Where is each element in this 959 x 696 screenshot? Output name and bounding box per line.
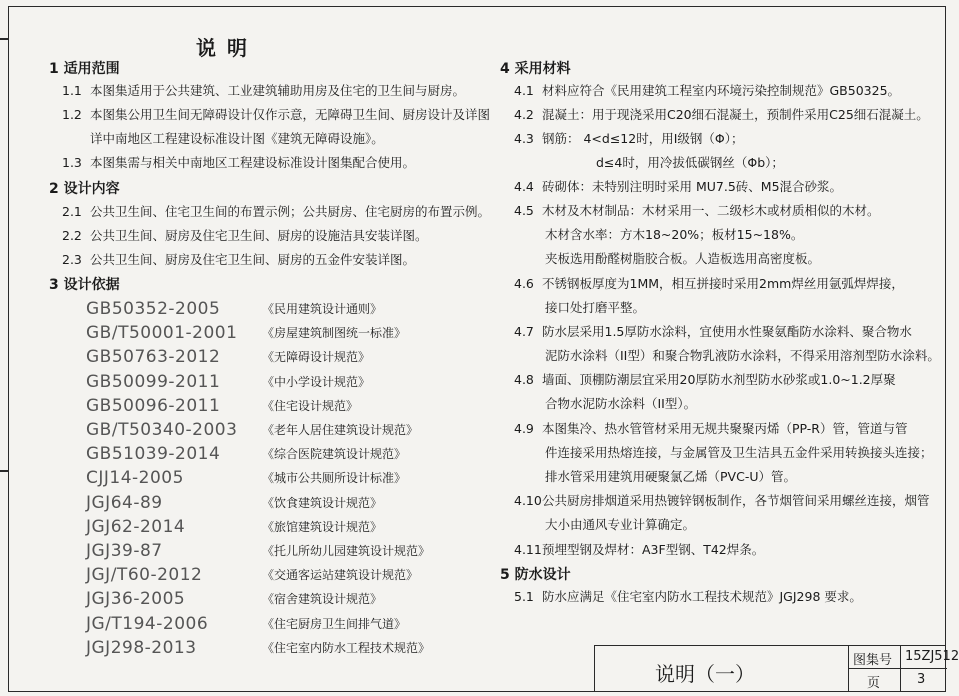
standard-code: JGJ39-87 <box>86 541 163 561</box>
divider <box>848 646 849 692</box>
clause <box>514 202 880 220</box>
clause <box>545 347 940 365</box>
section-heading: 4 采用材料 <box>500 61 571 77</box>
clause <box>514 178 842 196</box>
standard-name: 《无障碍设计规范》 <box>262 350 371 365</box>
frame-tick <box>0 38 8 40</box>
clause <box>514 492 930 510</box>
standard-code: GB51039-2014 <box>86 444 221 465</box>
section-heading: 5 防水设计 <box>500 567 571 583</box>
standard-name: 《城市公共厕所设计标准》 <box>262 471 407 486</box>
clause <box>514 541 764 559</box>
clause-text: 钢筋： 4<d≤12时，用I级钢（Φ）； <box>542 131 744 146</box>
clause-number: 4.10 <box>514 493 542 508</box>
page-number: 3 <box>917 672 926 687</box>
standard-name: 《宿舍建筑设计规范》 <box>262 592 383 607</box>
clause <box>62 106 490 124</box>
standard-code: GB50763-2012 <box>86 347 221 368</box>
atlas-number: 15ZJ512 <box>905 649 959 664</box>
clause-text: 公共卫生间、厨房及住宅卫生间、厨房的五金件安装详图。 <box>90 252 416 267</box>
clause-number: 4.8 <box>514 372 534 387</box>
standard-code: JGJ64-89 <box>86 492 163 513</box>
standard-name: 《饮食建筑设计规范》 <box>262 495 383 510</box>
clause <box>514 420 908 438</box>
clause-text: 防水应满足《住宅室内防水工程技术规范》JGJ298 要求。 <box>542 589 862 604</box>
clause-text: 合物水泥防水涂料（II型）。 <box>545 396 697 411</box>
clause-number: 4.9 <box>514 421 534 436</box>
clause-text: 本图集需与相关中南地区工程建设标准设计图集配合使用。 <box>90 155 416 170</box>
clause-text: 防水层采用1.5厚防水涂料，宜使用水性聚氨酯防水涂料、聚合物水 <box>542 324 912 339</box>
clause-text: 本图集适用于公共建筑、工业建筑辅助用房及住宅的卫生间与厨房。 <box>90 83 466 98</box>
clause <box>545 395 696 413</box>
standard-code: GB50096-2011 <box>86 395 221 416</box>
standard-code: GB50099-2011 <box>86 371 221 392</box>
clause <box>514 106 929 124</box>
clause <box>62 203 490 221</box>
clause-text: 详中南地区工程建设标准设计图《建筑无障碍设施》。 <box>90 131 384 146</box>
clause-text: 本图集公用卫生间无障碍设计仅作示意，无障碍卫生间、厨房设计及详图 <box>90 107 491 122</box>
clause <box>545 516 695 534</box>
clause <box>62 251 415 269</box>
standard-name: 《民用建筑设计通则》 <box>262 302 383 316</box>
clause-number: 1.2 <box>62 107 82 122</box>
clause-text: 泥防水涂料（II型）和聚合物乳液防水涂料，不得采用溶剂型防水涂料。 <box>545 348 940 363</box>
clause <box>514 371 896 389</box>
standard-name: 《托儿所幼儿园建筑设计规范》 <box>262 544 431 558</box>
standard-name: 《综合医院建筑设计规范》 <box>262 447 407 462</box>
standard-code: JGJ36-2005 <box>86 589 186 610</box>
clause-text: 混凝土：用于现浇采用C20细石混凝土，预制件采用C25细石混凝土。 <box>542 107 929 122</box>
clause <box>596 154 784 172</box>
standard-name: 《中小学设计规范》 <box>262 374 371 389</box>
clause <box>62 227 428 245</box>
clause <box>545 468 796 486</box>
standard-code: GB50352-2005 <box>86 299 221 319</box>
title-block <box>594 645 959 692</box>
clause-text: 木材及木材制品：木材采用一、二级杉木或材质相似的木材。 <box>542 203 880 218</box>
clause-number: 4.4 <box>514 179 534 194</box>
clause-text: 接口处打磨平整。 <box>545 300 646 315</box>
clause <box>545 250 820 268</box>
standard-code: GB/T50340-2003 <box>86 420 238 440</box>
clause <box>545 226 803 244</box>
standard-code: GB/T50001-2001 <box>86 323 238 344</box>
page-title: 说 明 <box>196 36 249 60</box>
standard-code: JGJ62-2014 <box>86 516 186 537</box>
standard-name: 《住宅厨房卫生间排气道》 <box>262 616 407 631</box>
standard-name: 《老年人居住建筑设计规范》 <box>262 423 419 437</box>
frame-tick <box>0 470 8 472</box>
divider <box>848 668 947 669</box>
clause-number: 4.11 <box>514 542 542 557</box>
clause-text: 公共厨房排烟道采用热镀锌钢板制作，各节烟管间采用螺丝连接，烟管 <box>542 493 930 508</box>
clause <box>514 275 904 293</box>
clause <box>62 154 415 172</box>
clause-text: 夹板选用酚醛树脂胶合板。人造板选用高密度板。 <box>545 251 821 266</box>
clause-text: 公共卫生间、厨房及住宅卫生间、厨房的设施洁具安装详图。 <box>90 228 428 243</box>
clause-number: 1.1 <box>62 83 82 98</box>
clause-text: 本图集冷、热水管管材采用无规共聚聚丙烯（PP-R）管，管道与管 <box>542 421 908 436</box>
standard-code: CJJ14-2005 <box>86 468 184 489</box>
clause-text: 大小由通风专业计算确定。 <box>545 517 696 532</box>
clause-number: 2.3 <box>62 252 82 267</box>
standard-name: 《住宅室内防水工程技术规范》 <box>262 640 431 655</box>
standard-name: 《旅馆建筑设计规范》 <box>262 519 383 534</box>
section-heading: 3 设计依据 <box>49 277 120 293</box>
clause-number: 4.3 <box>514 131 534 146</box>
standard-code: JGJ/T60-2012 <box>86 565 203 586</box>
clause <box>545 299 645 317</box>
clause-number: 4.2 <box>514 107 534 122</box>
section-heading: 2 设计内容 <box>49 181 120 197</box>
clause <box>545 444 933 462</box>
page-label: 页 <box>867 676 881 691</box>
clause-number: 2.2 <box>62 228 82 243</box>
clause-number: 5.1 <box>514 589 534 604</box>
clause <box>514 323 912 341</box>
clause-text: d≤4时，用冷拔低碳钢丝（Φb）； <box>596 155 784 170</box>
clause-text: 预埋型钢及焊材：A3F型钢、T42焊条。 <box>542 542 765 557</box>
clause-text: 排水管采用建筑用硬聚氯乙烯（PVC-U）管。 <box>545 469 796 484</box>
standard-name: 《房屋建筑制图统一标准》 <box>262 326 407 341</box>
clause-number: 2.1 <box>62 204 82 219</box>
clause <box>514 130 744 148</box>
clause-number: 4.6 <box>514 276 534 291</box>
clause-number: 4.5 <box>514 203 534 218</box>
standard-name: 《交通客运站建筑设计规范》 <box>262 568 419 583</box>
atlas-label: 图集号 <box>853 653 893 668</box>
clause-text: 砖砌体：未特别注明时采用 MU7.5砖、M5混合砂浆。 <box>542 179 843 194</box>
clause <box>514 588 862 606</box>
clause-text: 件连接采用热熔连接，与金属管及卫生洁具五金件采用转换接头连接； <box>545 445 933 460</box>
clause <box>62 82 465 100</box>
clause-number: 1.3 <box>62 155 82 170</box>
clause-text: 木材含水率：方木18~20%；板材15~18%。 <box>545 227 804 242</box>
clause-text: 材料应符合《民用建筑工程室内环境污染控制规范》GB50325。 <box>542 83 901 98</box>
standard-code: JGJ298-2013 <box>86 637 197 658</box>
clause <box>514 82 900 100</box>
sheet-name: 说明（一） <box>655 662 755 686</box>
clause-text: 公共卫生间、住宅卫生间的布置示例；公共厨房、住宅厨房的布置示例。 <box>90 204 491 219</box>
clause-text: 墙面、顶棚防潮层宜采用20厚防水剂型防水砂浆或1.0~1.2厚聚 <box>542 372 896 387</box>
clause-text: 不锈钢板厚度为1MM，相互拼接时采用2mm焊丝用氩弧焊焊接， <box>542 276 904 291</box>
standard-code: JG/T194-2006 <box>86 613 209 634</box>
clause-number: 4.7 <box>514 324 534 339</box>
clause-number: 4.1 <box>514 83 534 98</box>
section-heading: 1 适用范围 <box>49 61 120 77</box>
divider <box>900 646 901 692</box>
standard-name: 《住宅设计规范》 <box>262 398 359 413</box>
